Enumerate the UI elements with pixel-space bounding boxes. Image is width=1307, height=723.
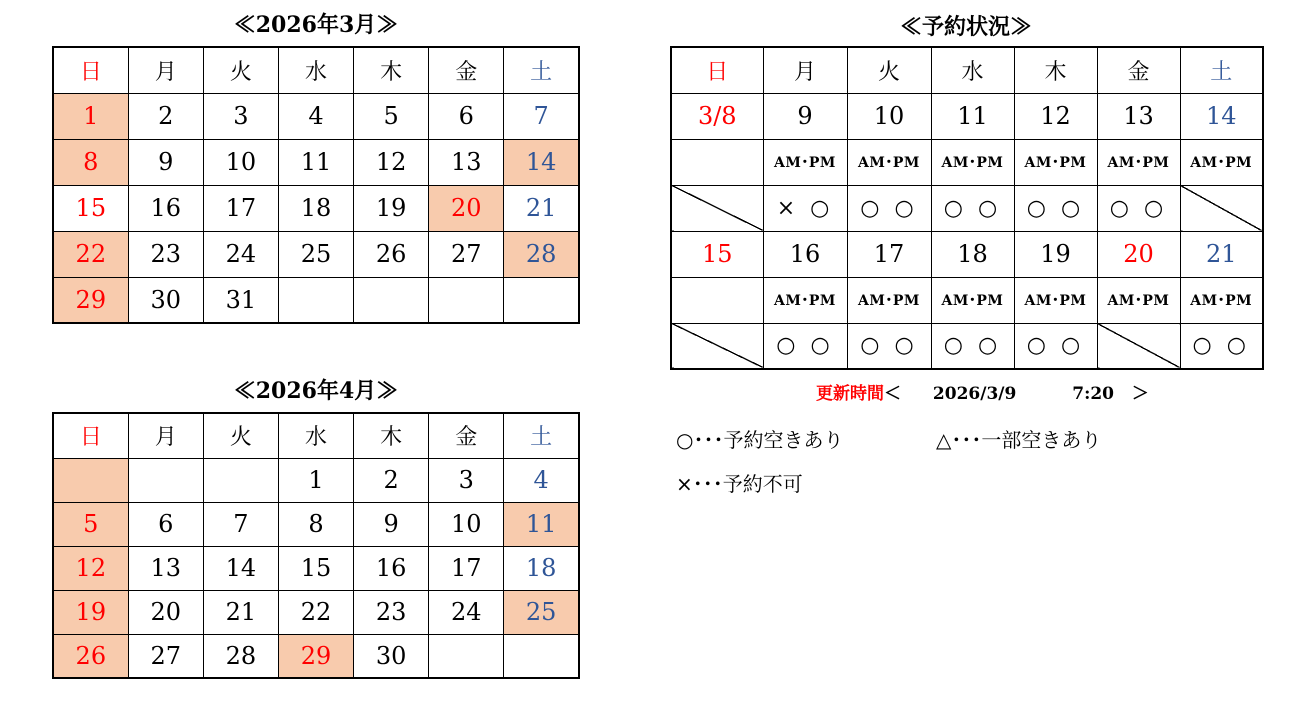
date-cell — [278, 277, 353, 323]
ampm-label: AM･PM — [1014, 139, 1097, 185]
reservation-date: 9 — [763, 93, 847, 139]
date-cell: 9 — [128, 139, 203, 185]
date-cell: 14 — [203, 546, 278, 590]
reservation-date: 3/8 — [671, 93, 763, 139]
reservation-date: 18 — [931, 231, 1014, 277]
ampm-label: AM･PM — [1180, 277, 1263, 323]
reservation-date: 15 — [671, 231, 763, 277]
ampm-label: AM･PM — [931, 139, 1014, 185]
availability-closed — [1180, 185, 1263, 231]
availability-mark: ○ ○ — [931, 185, 1014, 231]
date-cell — [504, 277, 579, 323]
reservation-date: 14 — [1180, 93, 1263, 139]
date-cell: 17 — [203, 185, 278, 231]
weekday-sun: 日 — [53, 47, 128, 93]
availability-closed — [671, 323, 763, 369]
march-title: ≪2026年3月≫ — [233, 12, 399, 38]
date-cell: 21 — [203, 590, 278, 634]
availability-mark: × ○ — [763, 185, 847, 231]
weekday-fri: 金 — [429, 47, 504, 93]
date-cell: 21 — [504, 185, 579, 231]
reservation-date: 17 — [847, 231, 931, 277]
weekday-mon: 月 — [128, 413, 203, 458]
weekday-fri: 金 — [1097, 47, 1180, 93]
ampm-label: AM･PM — [847, 277, 931, 323]
availability-mark: ○ ○ — [1097, 185, 1180, 231]
date-cell — [354, 277, 429, 323]
reservation-date: 20 — [1097, 231, 1180, 277]
date-cell: 6 — [128, 502, 203, 546]
date-cell: 19 — [53, 590, 128, 634]
date-cell: 9 — [354, 502, 429, 546]
updated-open: ＜ — [884, 384, 901, 404]
availability-closed — [1097, 323, 1180, 369]
date-cell: 12 — [354, 139, 429, 185]
date-cell: 10 — [203, 139, 278, 185]
ampm-label: AM･PM — [1180, 139, 1263, 185]
ampm-label: AM･PM — [1097, 139, 1180, 185]
reservation-date: 19 — [1014, 231, 1097, 277]
date-cell: 16 — [354, 546, 429, 590]
weekday-thu: 木 — [1014, 47, 1097, 93]
weekday-wed: 水 — [931, 47, 1014, 93]
date-cell: 22 — [278, 590, 353, 634]
reservation-date: 13 — [1097, 93, 1180, 139]
date-cell — [53, 458, 128, 502]
reservation-date: 21 — [1180, 231, 1263, 277]
availability-mark: ○ ○ — [1014, 323, 1097, 369]
date-cell: 5 — [354, 93, 429, 139]
date-cell: 5 — [53, 502, 128, 546]
weekday-thu: 木 — [354, 413, 429, 458]
ampm-label: AM･PM — [1014, 277, 1097, 323]
date-cell: 15 — [278, 546, 353, 590]
date-cell: 22 — [53, 231, 128, 277]
legend-unavailable: ×･･･予約不可 — [676, 472, 803, 496]
weekday-tue: 火 — [847, 47, 931, 93]
reservation-date: 10 — [847, 93, 931, 139]
ampm-label — [671, 139, 763, 185]
date-cell: 23 — [128, 231, 203, 277]
april-calendar — [52, 412, 580, 679]
reservation-date: 11 — [931, 93, 1014, 139]
date-cell: 27 — [128, 634, 203, 678]
march-calendar — [52, 46, 580, 324]
weekday-sat: 土 — [504, 413, 579, 458]
weekday-tue: 火 — [203, 47, 278, 93]
availability-mark: ○ ○ — [931, 323, 1014, 369]
date-cell: 24 — [203, 231, 278, 277]
date-cell: 11 — [278, 139, 353, 185]
weekday-mon: 月 — [763, 47, 847, 93]
weekday-thu: 木 — [354, 47, 429, 93]
weekday-sun: 日 — [671, 47, 763, 93]
weekday-mon: 月 — [128, 47, 203, 93]
weekday-sat: 土 — [504, 47, 579, 93]
date-cell: 30 — [128, 277, 203, 323]
date-cell: 4 — [278, 93, 353, 139]
date-cell: 12 — [53, 546, 128, 590]
ampm-label: AM･PM — [847, 139, 931, 185]
reservation-date: 16 — [763, 231, 847, 277]
date-cell — [128, 458, 203, 502]
date-cell: 2 — [128, 93, 203, 139]
date-cell: 25 — [278, 231, 353, 277]
weekday-tue: 火 — [203, 413, 278, 458]
date-cell — [429, 277, 504, 323]
availability-closed — [671, 185, 763, 231]
weekday-wed: 水 — [278, 413, 353, 458]
date-cell — [504, 634, 579, 678]
reservation-date: 12 — [1014, 93, 1097, 139]
ampm-label: AM･PM — [1097, 277, 1180, 323]
date-cell: 1 — [278, 458, 353, 502]
date-cell — [203, 458, 278, 502]
date-cell: 28 — [203, 634, 278, 678]
date-cell: 4 — [504, 458, 579, 502]
weekday-sun: 日 — [53, 413, 128, 458]
date-cell: 20 — [128, 590, 203, 634]
reservation-title: ≪予約状況≫ — [899, 14, 1032, 40]
date-cell: 19 — [354, 185, 429, 231]
availability-mark: ○ ○ — [1014, 185, 1097, 231]
date-cell: 1 — [53, 93, 128, 139]
ampm-label: AM･PM — [931, 277, 1014, 323]
april-title: ≪2026年4月≫ — [233, 378, 399, 404]
weekday-sat: 土 — [1180, 47, 1263, 93]
ampm-label: AM･PM — [763, 139, 847, 185]
date-cell: 20 — [429, 185, 504, 231]
date-cell: 13 — [128, 546, 203, 590]
date-cell: 15 — [53, 185, 128, 231]
date-cell: 26 — [53, 634, 128, 678]
legend-partial: △･･･一部空きあり — [936, 428, 1102, 452]
date-cell — [429, 634, 504, 678]
availability-mark: ○ ○ — [847, 323, 931, 369]
date-cell: 10 — [429, 502, 504, 546]
updated-label: 更新時間 — [816, 384, 884, 404]
date-cell: 24 — [429, 590, 504, 634]
date-cell: 30 — [354, 634, 429, 678]
date-cell: 7 — [203, 502, 278, 546]
availability-mark: ○ ○ — [763, 323, 847, 369]
date-cell: 29 — [53, 277, 128, 323]
date-cell: 27 — [429, 231, 504, 277]
date-cell: 8 — [278, 502, 353, 546]
date-cell: 2 — [354, 458, 429, 502]
date-cell: 6 — [429, 93, 504, 139]
date-cell: 3 — [429, 458, 504, 502]
updated-clock: 7:20 — [1072, 384, 1114, 404]
availability-mark: ○ ○ — [1180, 323, 1263, 369]
date-cell: 26 — [354, 231, 429, 277]
date-cell: 13 — [429, 139, 504, 185]
ampm-label: AM･PM — [763, 277, 847, 323]
updated-close: ＞ — [1131, 384, 1149, 404]
weekday-wed: 水 — [278, 47, 353, 93]
date-cell: 11 — [504, 502, 579, 546]
date-cell: 14 — [504, 139, 579, 185]
date-cell: 3 — [203, 93, 278, 139]
date-cell: 25 — [504, 590, 579, 634]
weekday-fri: 金 — [429, 413, 504, 458]
date-cell: 29 — [278, 634, 353, 678]
date-cell: 23 — [354, 590, 429, 634]
date-cell: 18 — [278, 185, 353, 231]
legend-available: ○･･･予約空きあり — [676, 428, 844, 452]
date-cell: 31 — [203, 277, 278, 323]
date-cell: 17 — [429, 546, 504, 590]
availability-mark: ○ ○ — [847, 185, 931, 231]
ampm-label — [671, 277, 763, 323]
date-cell: 8 — [53, 139, 128, 185]
date-cell: 7 — [504, 93, 579, 139]
updated-date: 2026/3/9 — [932, 384, 1017, 404]
reservation-table — [670, 46, 1264, 370]
updated-time — [816, 379, 1149, 404]
date-cell: 28 — [504, 231, 579, 277]
date-cell: 18 — [504, 546, 579, 590]
date-cell: 16 — [128, 185, 203, 231]
